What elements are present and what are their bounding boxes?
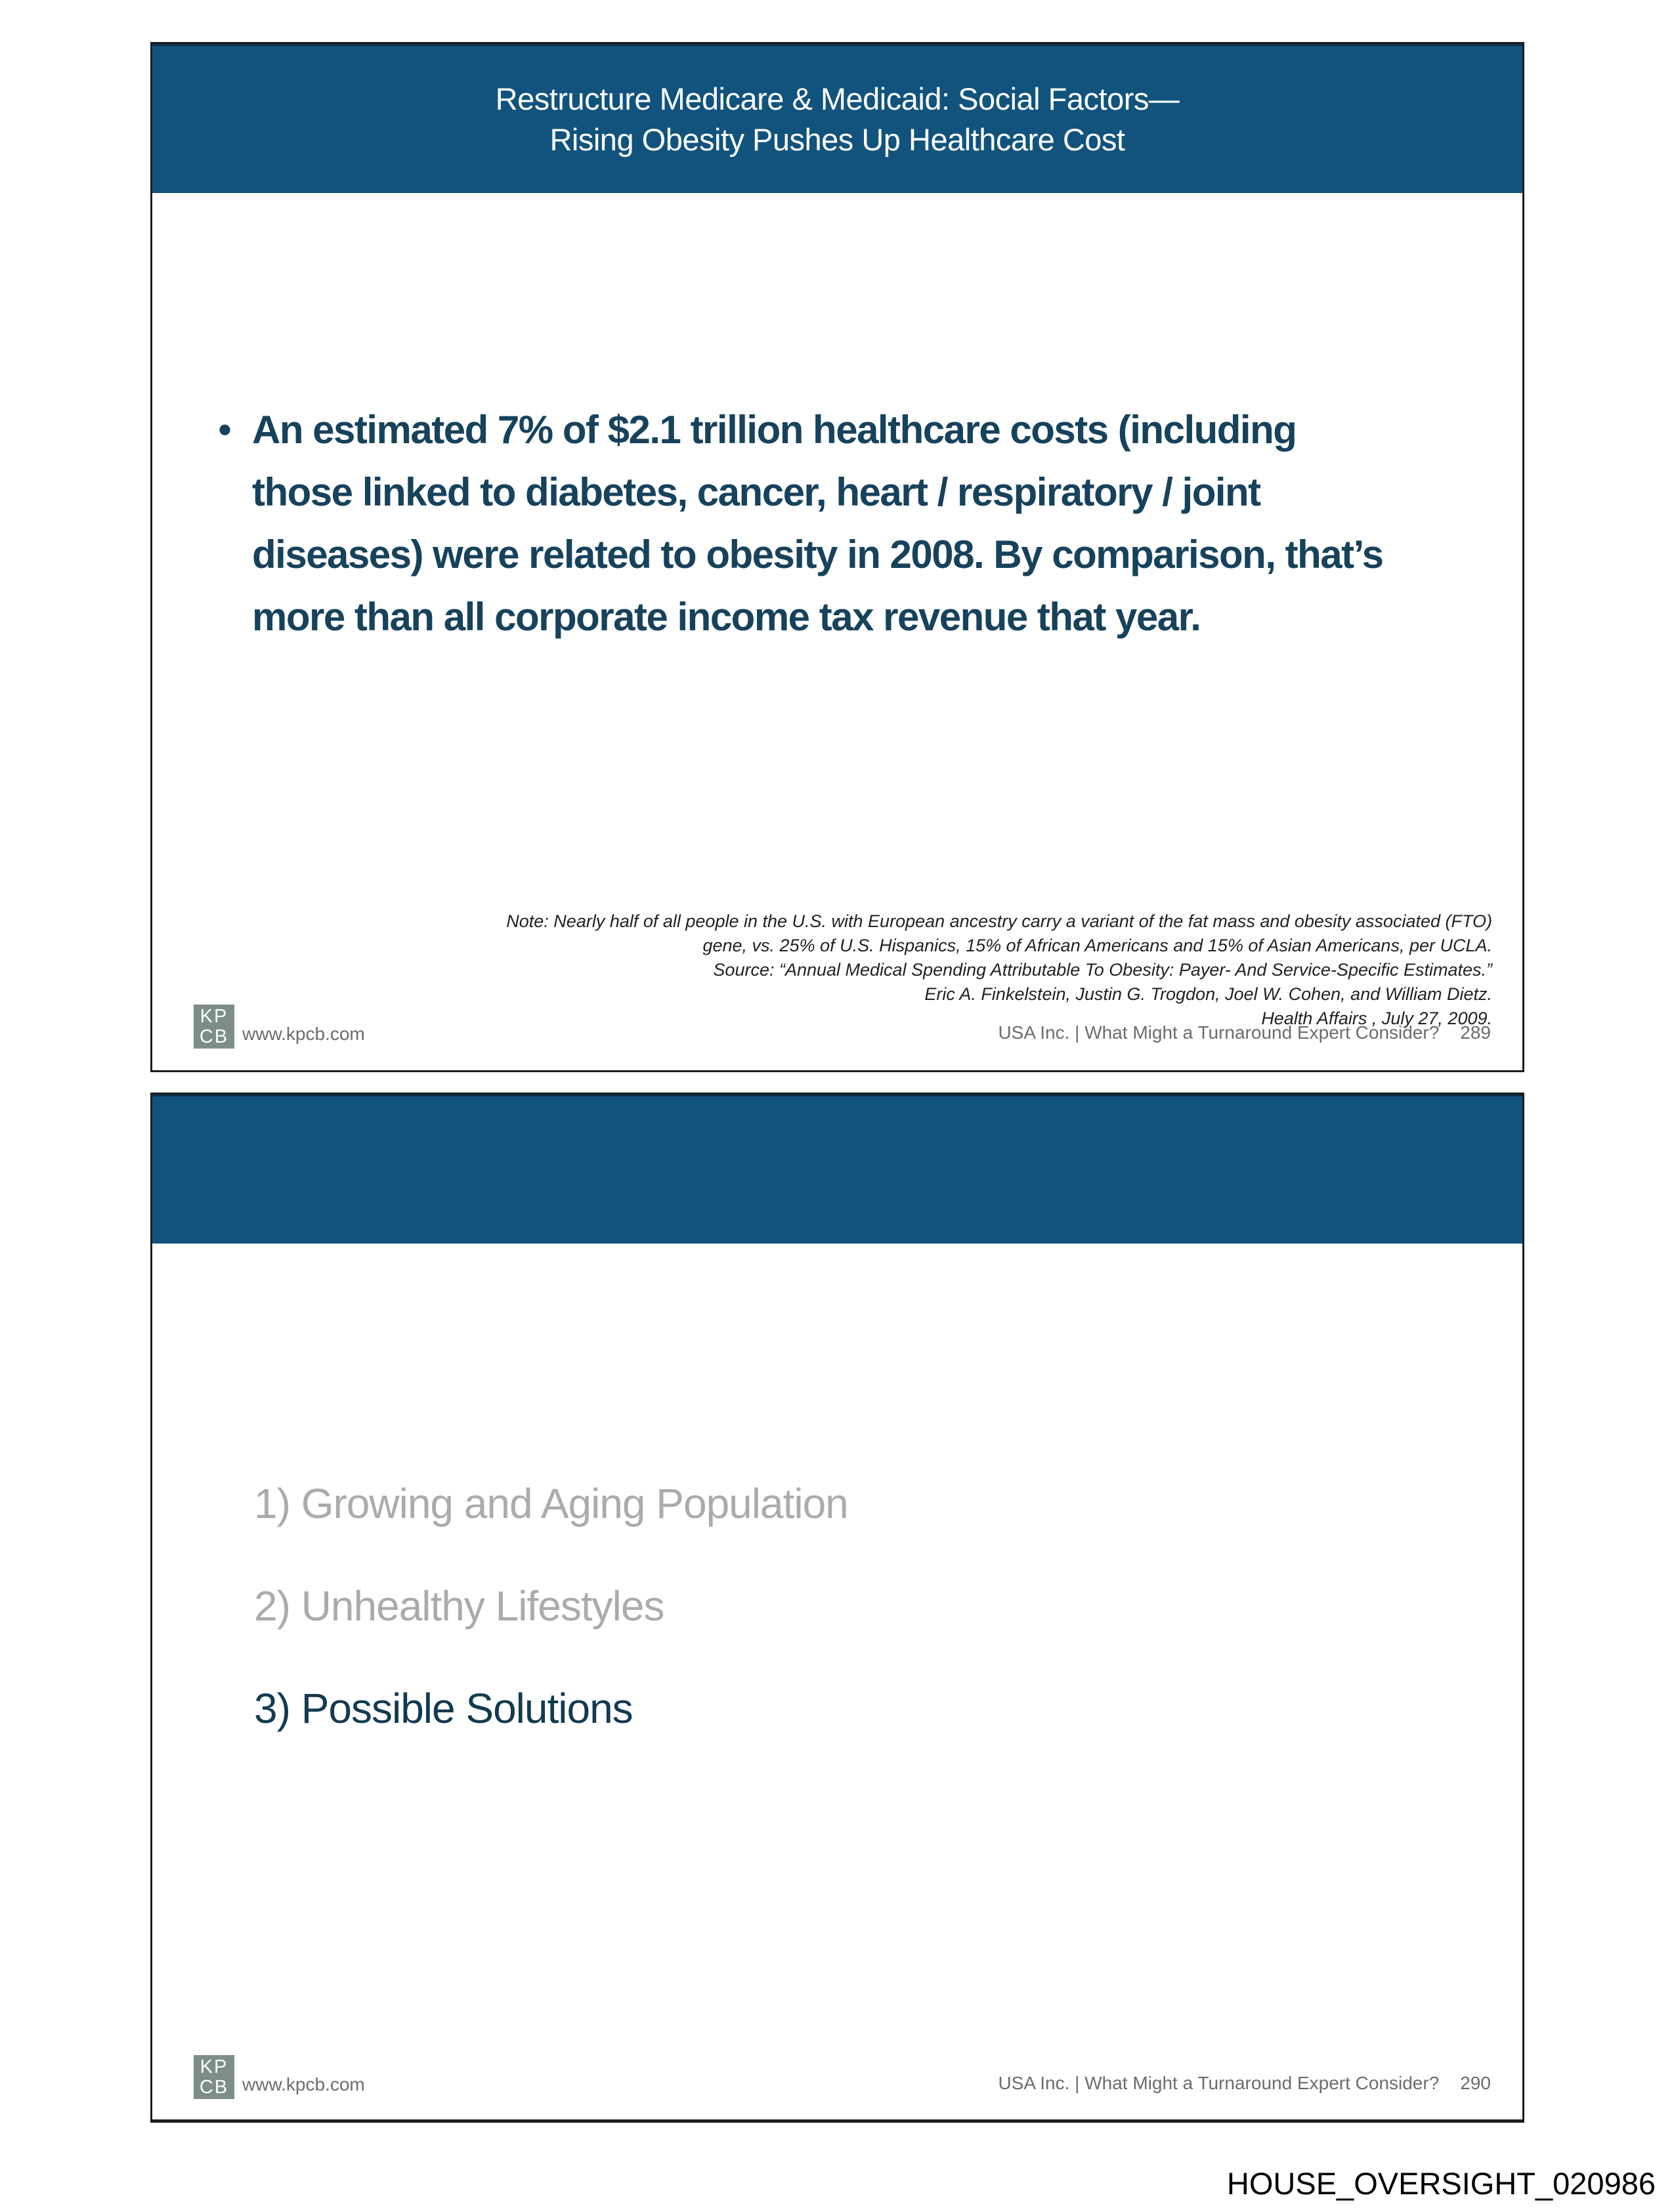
note-line-3: Source: “Annual Medical Spending Attributable To Obesity: Payer- And Service-Specific Estimates.” [713, 960, 1492, 980]
kpcb-website: www.kpcb.com [242, 2074, 365, 2094]
kpcb-logo-line1: KP [200, 2056, 228, 2077]
slide-289-title-line1: Restructure Medicare & Medicaid: Social Factors— [495, 81, 1180, 116]
slide-289-bullet-text: An estimated 7% of $2.1 trillion healthcare costs (including those linked to diabetes, cancer, heart / respiratory / joint diseases) were related to obesity in 2008. By comparison, that’s more than all corporate income tax revenue that year. [252, 408, 1383, 639]
agenda-item-2: 2) Unhealthy Lifestyles [254, 1582, 664, 1630]
slide-289 [150, 42, 1524, 1072]
deck-title: USA Inc. | What Might a Turnaround Expert Consider? [998, 1022, 1440, 1043]
note-line-1: Note: Nearly half of all people in the U.S. with European ancestry carry a variant of the fat mass and obesity associated (FTO) [506, 911, 1492, 931]
slide-289-footer-left [194, 1005, 365, 1049]
slide-290-page-number: 290 [1460, 2073, 1491, 2093]
kpcb-logo-line1: KP [200, 1006, 228, 1027]
note-line-5: Health Affairs , July 27, 2009. [1261, 1008, 1492, 1028]
slide-289-source-note [429, 909, 1492, 1031]
kpcb-logo-line2: CB [199, 2077, 229, 2098]
slide-290 [150, 1093, 1524, 2123]
slide-290-footer-left [194, 2055, 365, 2099]
bates-stamp: HOUSE_OVERSIGHT_020986 [1226, 2166, 1656, 2201]
slide-290-title-bar [152, 1095, 1522, 1244]
slide-289-title [496, 79, 1180, 160]
bullet-marker: • [218, 408, 232, 452]
note-line-2: gene, vs. 25% of U.S. Hispanics, 15% of African Americans and 15% of Asian Americans, per UCLA. [702, 936, 1492, 955]
agenda-item-3: 3) Possible Solutions [254, 1685, 633, 1732]
agenda-item-1: 1) Growing and Aging Population [254, 1480, 848, 1527]
slide-289-page-number: 289 [1460, 1022, 1491, 1043]
slide-289-title-line2: Rising Obesity Pushes Up Healthcare Cost [549, 122, 1125, 157]
kpcb-website: www.kpcb.com [242, 1024, 365, 1044]
slide-289-title-bar [152, 44, 1522, 193]
note-line-4: Eric A. Finkelstein, Justin G. Trogdon, Joel W. Cohen, and William Dietz. [924, 984, 1492, 1004]
slide-290-footer-right [998, 2073, 1491, 2094]
kpcb-logo [194, 2055, 234, 2099]
slide-289-bullet-block [218, 399, 1393, 648]
slide-289-footer-right [998, 1022, 1491, 1043]
kpcb-logo-line2: CB [199, 1026, 229, 1047]
kpcb-logo [194, 1005, 234, 1049]
deck-title: USA Inc. | What Might a Turnaround Expert Consider? [998, 2073, 1440, 2093]
slide-290-agenda-list [254, 1482, 848, 1730]
